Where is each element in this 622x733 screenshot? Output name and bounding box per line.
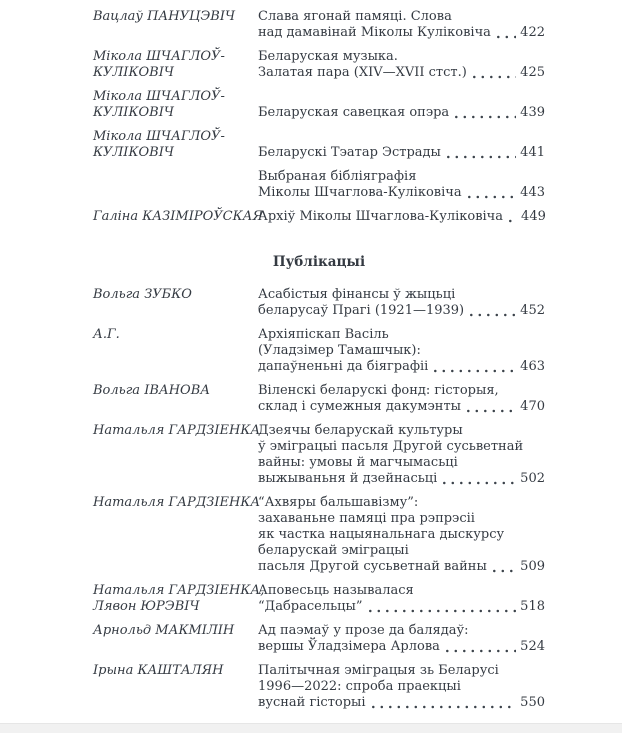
dot-leader [372,705,517,709]
title-text: склад і сумежныя дакумэнты [258,399,462,414]
title-last-line [258,639,545,655]
toc-entry [93,9,545,41]
toc-entry-author [93,209,263,225]
dot-leader [468,195,517,199]
title-last-line [258,65,545,81]
title-line: “Ахвяры бальшавізму”: [258,495,419,510]
toc-entry [93,663,545,711]
page-number: 439 [520,105,545,120]
title-text: над дамавінай Міколы Куліковіча [258,25,491,40]
toc-entry-author [93,49,258,81]
author-line: Вацлаў ПАНУЦЭВІЧ [93,9,236,24]
title-line: Выбраная бібліяграфія [258,169,417,184]
author-line: КУЛІКОВІЧ [93,65,174,80]
dot-leader [447,155,516,159]
dot-leader [497,35,516,39]
dot-leader [455,115,516,119]
toc-entry-title [258,145,545,161]
dot-leader [369,609,517,613]
author-line: Галіна КАЗІМІРОЎСКАЯ [93,209,263,224]
toc-entry-author [93,9,258,41]
toc-entry-author [93,663,258,711]
page-number: 422 [520,25,545,40]
title-last-line [258,25,545,41]
toc-entry [93,287,545,319]
page-number: 452 [520,303,545,318]
toc-entry-author [93,89,258,121]
title-text: дапаўненьні да біяграфіі [258,359,429,374]
author-line: Натальля ГАРДЗІЕНКА [93,423,261,438]
dot-leader [443,481,516,485]
toc-entry [93,209,545,225]
title-line: Архіяпіскап Васіль [258,327,389,342]
toc-entry-author [93,169,258,201]
toc-entry-author [93,495,261,575]
title-text: пасьля Другой сусьветнай вайны [258,559,487,574]
toc-entry-title [258,287,545,319]
title-last-line [258,559,545,575]
author-line: Ірына КАШТАЛЯН [93,663,224,678]
author-line: КУЛІКОВІЧ [93,145,174,160]
section-heading: Публікацыі [272,254,366,270]
title-text: Архіў Міколы Шчаглова-Куліковіча [258,209,504,224]
page-number: 425 [520,65,545,80]
title-line: 1996—2022: спроба праекцыі [258,679,461,694]
title-line: вайны: умовы й магчымасьці [258,455,458,470]
title-last-line [258,209,545,225]
toc-entry-title [258,663,545,711]
title-last-line [258,303,545,319]
toc-entry [93,383,545,415]
page-bottom-gutter [0,723,622,733]
title-line: Слава ягонай памяці. Слова [258,9,452,24]
toc-entry [93,327,545,375]
title-text: вуснай гісторыі [258,695,366,710]
title-line: захаваньне памяці пра рэпрэсіі [258,511,475,526]
title-text: “Дабрасельцы” [258,599,363,614]
toc-entry-author [93,383,258,415]
page-number: 550 [520,695,545,710]
toc-entry [93,129,545,161]
title-last-line [258,399,545,415]
dot-leader [509,219,517,223]
page-number: 502 [520,471,545,486]
dot-leader [470,313,516,317]
author-line: Арнольд МАКМІЛІН [93,623,235,638]
author-line: Натальля ГАРДЗІЕНКА, [93,583,265,598]
title-last-line [258,599,545,615]
toc-entry-title [258,49,545,81]
title-line: Аповесьць называлася [258,583,414,598]
page-number: 524 [520,639,545,654]
toc-entry-title [258,495,545,575]
title-line: Ад паэмаў у прозе да балядаў: [258,623,469,638]
title-line: беларускай эміграцыі [258,543,409,558]
title-last-line [258,695,545,711]
dot-leader [473,75,516,79]
title-last-line [258,105,545,121]
toc-entry-author [93,583,265,615]
dot-leader [467,409,516,413]
title-line: (Уладзімер Тамашчык): [258,343,421,358]
toc-entry-title [258,583,545,615]
author-line: Мікола ШЧАГЛОЎ- [93,129,225,144]
title-text: Беларускі Тэатар Эстрады [258,145,441,160]
title-text: выжываньня й дзейнасьці [258,471,438,486]
toc-entry-title [258,169,545,201]
author-line: Лявон ЮРЭВІЧ [93,599,200,614]
page-number: 441 [520,145,545,160]
page-number: 449 [521,209,546,224]
author-line: Вольга ІВАНОВА [93,383,211,398]
toc-entry [93,583,545,615]
page-number: 470 [520,399,545,414]
page-number: 443 [520,185,545,200]
title-text: Міколы Шчаглова-Куліковіча [258,185,462,200]
toc-entry [93,623,545,655]
author-line: А.Г. [93,327,120,342]
title-last-line [258,471,545,487]
toc-entry-author [93,287,258,319]
title-line: Асабістыя фінансы ў жыцьці [258,287,456,302]
title-text: Залатая пара (XIV—XVII стст.) [258,65,467,80]
title-line: Віленскі беларускі фонд: гісторыя, [258,383,499,398]
toc-entry-title [258,423,545,487]
author-line: Мікола ШЧАГЛОЎ- [93,89,225,104]
dot-leader [493,569,516,573]
title-last-line [258,185,545,201]
toc-entry [93,495,545,575]
toc-entry [93,169,545,201]
title-text: вершы Ўладзімера Арлова [258,639,440,654]
title-last-line [258,359,545,375]
toc-entry-author [93,327,258,375]
author-line: Натальля ГАРДЗІЕНКА [93,495,261,510]
toc-entry [93,89,545,121]
title-text: Беларуская савецкая опэра [258,105,450,120]
dot-leader [446,649,516,653]
dot-leader [434,369,516,373]
toc-entry-title [258,383,545,415]
toc-entry-title [258,327,545,375]
page-number: 463 [520,359,545,374]
title-line: Дзеячы беларускай культуры [258,423,463,438]
author-line: КУЛІКОВІЧ [93,105,174,120]
toc-entry-author [93,129,258,161]
toc-entry-title [258,209,545,225]
page-number: 518 [520,599,545,614]
title-line: Палітычная эміграцыя зь Беларусі [258,663,499,678]
title-text: беларусаў Прагі (1921—1939) [258,303,465,318]
toc-entry-title [258,9,545,41]
page-number: 509 [520,559,545,574]
toc-entry-author [93,423,261,487]
toc-entry [93,49,545,81]
toc-entry-title [258,623,545,655]
title-line: Беларуская музыка. [258,49,398,64]
toc-entry-author [93,623,258,655]
title-line: ў эміграцыі пасьля Другой сусьветнай [258,439,524,454]
title-last-line [258,145,545,161]
author-line: Вольга ЗУБКО [93,287,192,302]
title-line: як частка нацыянальнага дыскурсу [258,527,505,542]
toc-entry-title [258,105,545,121]
author-line: Мікола ШЧАГЛОЎ- [93,49,225,64]
toc-entry [93,423,545,487]
